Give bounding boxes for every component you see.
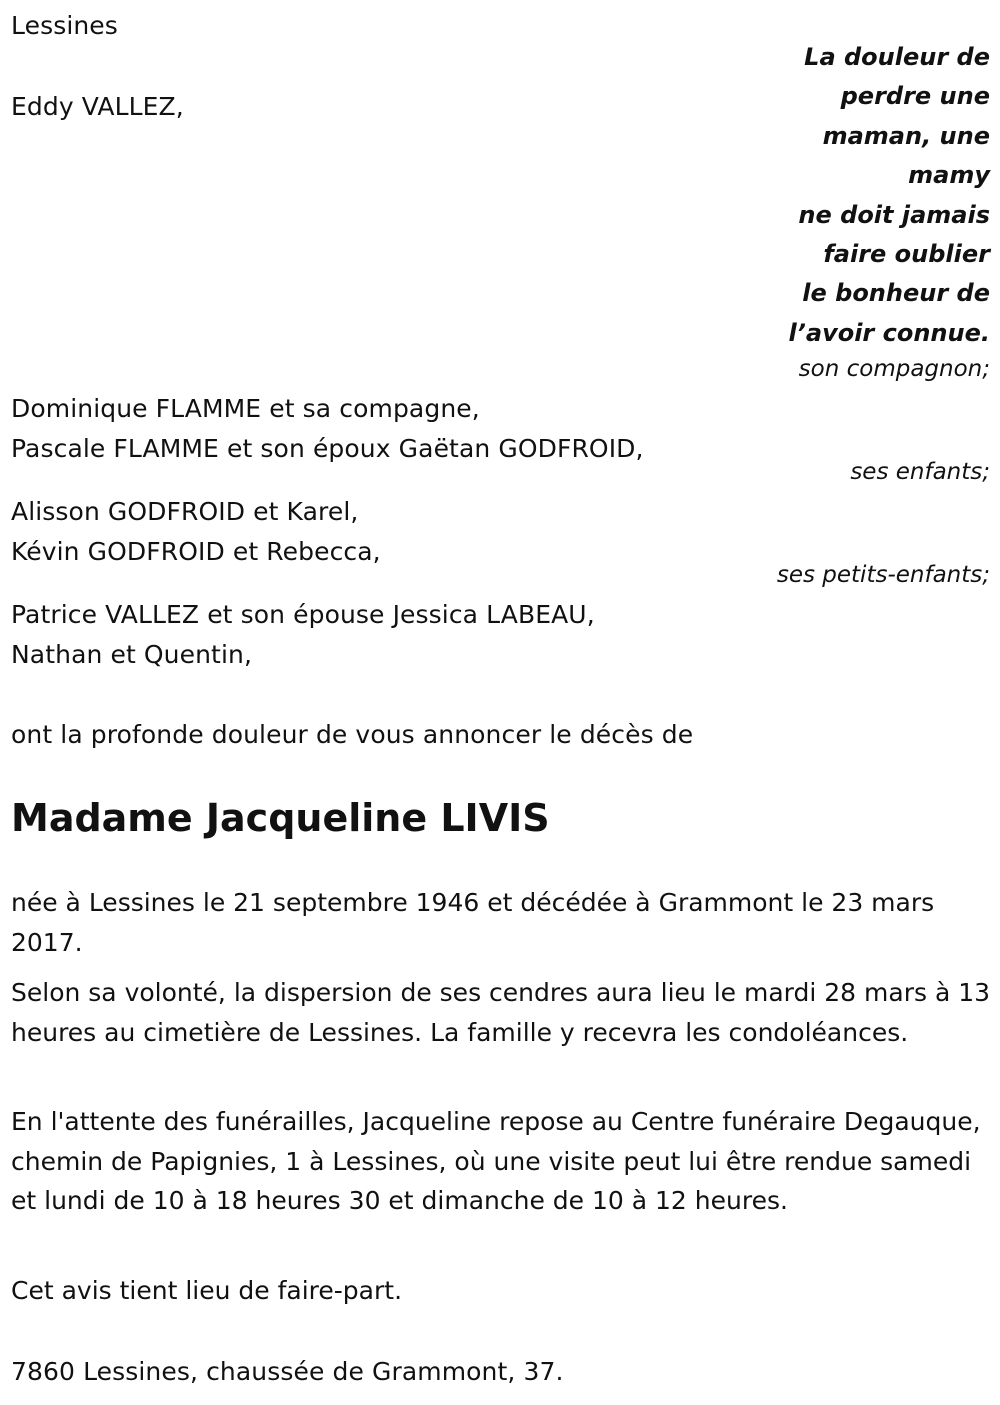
quote-line: l’avoir connue. xyxy=(788,318,990,347)
address-line: 7860 Lessines, chaussée de Grammont, 37. xyxy=(11,1357,564,1386)
companion-name: Eddy VALLEZ, xyxy=(11,92,184,121)
role-children: ses enfants; xyxy=(850,459,990,485)
header-place: Lessines xyxy=(11,11,118,40)
quote-line: le bonheur de xyxy=(802,279,990,308)
family-entry: Patrice VALLEZ et son épouse Jessica LABEAU, xyxy=(11,600,595,629)
family-entry: Nathan et Quentin, xyxy=(11,640,252,669)
child-entry: Dominique FLAMME et sa compagne, xyxy=(11,394,480,423)
quote-line: perdre une xyxy=(840,82,990,111)
visitation-paragraph: En l'attente des funérailles, Jacqueline repose au Centre funéraire Degauque, chemin de Papignies, 1 à Lessines, où une visite peut lui être rendue samedi et lundi de 10 à 18 heures 30 et dimanche de 10 à 12 heures. xyxy=(11,1107,981,1216)
role-companion: son compagnon; xyxy=(798,356,990,382)
announcement-text: ont la profonde douleur de vous annoncer le décès de xyxy=(11,720,694,749)
quote-line: maman, une xyxy=(822,121,990,150)
grandchild-entry: Kévin GODFROID et Rebecca, xyxy=(11,537,381,566)
birth-death-paragraph: née à Lessines le 21 septembre 1946 et décédée à Grammont le 23 mars 2017. xyxy=(11,888,935,957)
quote-line: ne doit jamais xyxy=(798,200,990,229)
notice-paragraph: Cet avis tient lieu de faire-part. xyxy=(11,1276,403,1305)
grandchild-entry: Alisson GODFROID et Karel, xyxy=(11,497,359,526)
child-entry: Pascale FLAMME et son époux Gaëtan GODFROID, xyxy=(11,434,644,463)
role-grandchildren: ses petits-enfants; xyxy=(776,562,990,588)
quote-line: faire oublier xyxy=(823,240,990,269)
deceased-name: Madame Jacqueline LIVIS xyxy=(11,796,550,840)
memorial-quote xyxy=(750,38,990,353)
quote-line: mamy xyxy=(908,161,990,190)
quote-line: La douleur de xyxy=(804,43,990,71)
ceremony-paragraph: Selon sa volonté, la dispersion de ses cendres aura lieu le mardi 28 mars à 13 heures au cimetière de Lessines. La famille y recevra les condoléances. xyxy=(11,978,991,1047)
